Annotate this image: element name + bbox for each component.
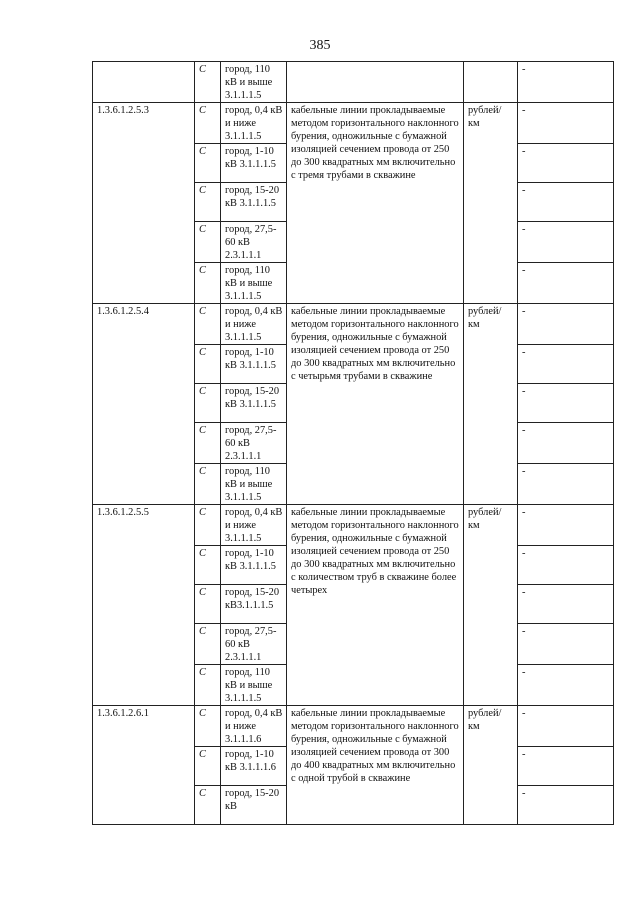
unit-cell: рублей/ км [464, 304, 518, 505]
price-cell: - [518, 103, 614, 144]
category-cell: С [195, 706, 221, 747]
category-cell: С [195, 222, 221, 263]
voltage-cell: город, 0,4 кВ и ниже 3.1.1.1.5 [221, 505, 287, 546]
row-code: 1.3.6.1.2.5.4 [93, 304, 195, 505]
price-cell: - [518, 505, 614, 546]
category-cell: С [195, 665, 221, 706]
category-cell: С [195, 464, 221, 505]
category-cell: С [195, 786, 221, 825]
tariff-table-body [93, 62, 614, 825]
voltage-cell: город, 110 кВ и выше 3.1.1.1.5 [221, 665, 287, 706]
category-cell: С [195, 585, 221, 624]
table-row [93, 62, 614, 103]
category-cell: С [195, 304, 221, 345]
description-cell: кабельные линии прокладываемые методом горизонтального наклонного бурения, одножильные с бумажной изоляцией сечением провода от 300 до 400 квадратных мм включительно с одной трубой в скважине [287, 706, 464, 825]
voltage-cell: город, 0,4 кВ и ниже 3.1.1.1.5 [221, 304, 287, 345]
row-code [93, 62, 195, 103]
unit-cell: рублей/ км [464, 505, 518, 706]
price-cell: - [518, 384, 614, 423]
row-code: 1.3.6.1.2.5.3 [93, 103, 195, 304]
price-cell: - [518, 304, 614, 345]
unit-cell: рублей/ км [464, 706, 518, 825]
price-cell: - [518, 423, 614, 464]
table-row [93, 706, 614, 747]
price-cell: - [518, 786, 614, 825]
voltage-cell: город, 110 кВ и выше 3.1.1.1.5 [221, 62, 287, 103]
price-cell: - [518, 183, 614, 222]
voltage-cell: город, 110 кВ и выше 3.1.1.1.5 [221, 263, 287, 304]
voltage-cell: город, 1-10 кВ 3.1.1.1.6 [221, 747, 287, 786]
voltage-cell: город, 15-20 кВ [221, 786, 287, 825]
price-cell: - [518, 62, 614, 103]
price-cell: - [518, 747, 614, 786]
unit-cell [464, 62, 518, 103]
price-cell: - [518, 665, 614, 706]
category-cell: С [195, 505, 221, 546]
page-number: 385 [309, 38, 331, 53]
voltage-cell: город, 15-20 кВ 3.1.1.1.5 [221, 384, 287, 423]
row-code: 1.3.6.1.2.6.1 [93, 706, 195, 825]
description-cell [287, 62, 464, 103]
description-cell: кабельные линии прокладываемые методом горизонтального наклонного бурения, одножильные с бумажной изоляцией сечением провода от 250 до 300 квадратных мм включительно с четырьмя трубами в скважине [287, 304, 464, 505]
voltage-cell: город, 0,4 кВ и ниже 3.1.1.1.5 [221, 103, 287, 144]
voltage-cell: город, 0,4 кВ и ниже 3.1.1.1.6 [221, 706, 287, 747]
price-cell: - [518, 345, 614, 384]
price-cell: - [518, 546, 614, 585]
voltage-cell: город, 1-10 кВ 3.1.1.1.5 [221, 546, 287, 585]
voltage-cell: город, 15-20 кВ3.1.1.1.5 [221, 585, 287, 624]
category-cell: С [195, 345, 221, 384]
price-cell: - [518, 263, 614, 304]
table-row [93, 505, 614, 546]
category-cell: С [195, 263, 221, 304]
voltage-cell: город, 1-10 кВ 3.1.1.1.5 [221, 345, 287, 384]
description-cell: кабельные линии прокладываемые методом горизонтального наклонного бурения, одножильные с бумажной изоляцией сечением провода от 250 до 300 квадратных мм включительно с количеством труб в скважине более четырех [287, 505, 464, 706]
category-cell: С [195, 747, 221, 786]
tariff-table [92, 61, 614, 825]
voltage-cell: город, 27,5-60 кВ 2.3.1.1.1 [221, 222, 287, 263]
voltage-cell: город, 27,5-60 кВ 2.3.1.1.1 [221, 624, 287, 665]
voltage-cell: город, 15-20 кВ 3.1.1.1.5 [221, 183, 287, 222]
description-cell: кабельные линии прокладываемые методом горизонтального наклонного бурения, одножильные с бумажной изоляцией сечением провода от 250 до 300 квадратных мм включительно с тремя трубами в скважине [287, 103, 464, 304]
voltage-cell: город, 110 кВ и выше 3.1.1.1.5 [221, 464, 287, 505]
category-cell: С [195, 103, 221, 144]
price-cell: - [518, 706, 614, 747]
price-cell: - [518, 222, 614, 263]
price-cell: - [518, 624, 614, 665]
category-cell: С [195, 546, 221, 585]
category-cell: С [195, 384, 221, 423]
category-cell: С [195, 183, 221, 222]
price-cell: - [518, 464, 614, 505]
voltage-cell: город, 1-10 кВ 3.1.1.1.5 [221, 144, 287, 183]
category-cell: С [195, 624, 221, 665]
unit-cell: рублей/ км [464, 103, 518, 304]
voltage-cell: город, 27,5-60 кВ 2.3.1.1.1 [221, 423, 287, 464]
table-row [93, 304, 614, 345]
row-code: 1.3.6.1.2.5.5 [93, 505, 195, 706]
table-row [93, 103, 614, 144]
category-cell: С [195, 144, 221, 183]
price-cell: - [518, 585, 614, 624]
category-cell: С [195, 423, 221, 464]
category-cell: С [195, 62, 221, 103]
price-cell: - [518, 144, 614, 183]
